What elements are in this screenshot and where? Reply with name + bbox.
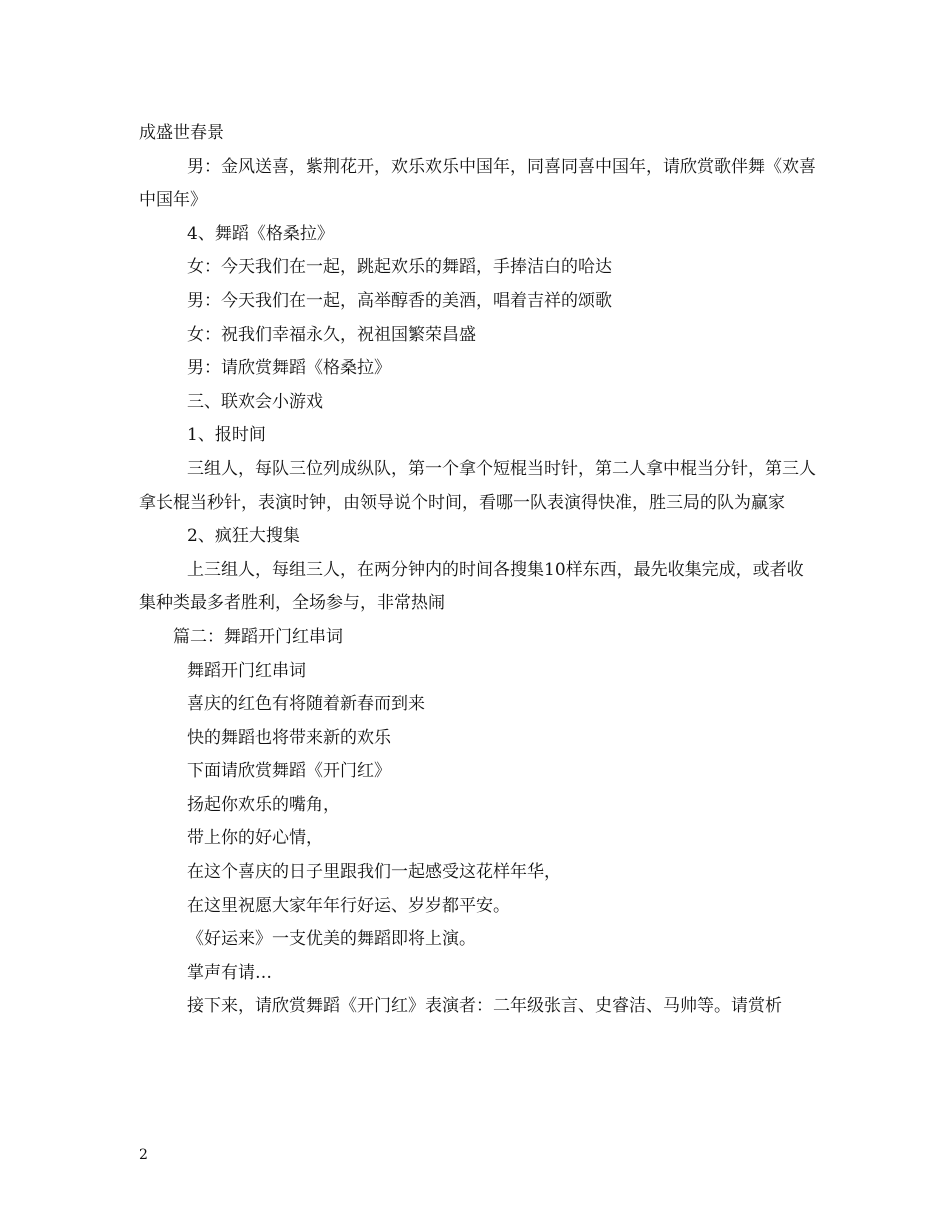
paragraph: 带上你的好心情， [187,828,323,849]
paragraph: 接下来，请欣赏舞蹈《开门红》表演者：二年级张言、史睿洁、马帅等。请赏析 [187,996,782,1017]
section-heading: 4、舞蹈《格桑拉》 [187,223,334,244]
paragraph: 快的舞蹈也将带来新的欢乐 [187,727,391,748]
paragraph: 男：金风送喜，紫荆花开，欢乐欢乐中国年，同喜同喜中国年，请欣赏歌伴舞《欢喜中国年》 [139,156,816,211]
paragraph: 掌声有请… [187,962,272,983]
paragraph: 男：请欣赏舞蹈《格桑拉》 [187,358,391,379]
section-heading: 三、联欢会小游戏 [187,391,323,412]
paragraph: 喜庆的红色有将随着新春而到来 [187,694,425,715]
paragraph: 舞蹈开门红串词 [187,660,306,681]
paragraph: 女：祝我们幸福永久，祝祖国繁荣昌盛 [187,324,476,345]
paragraph: 男：今天我们在一起，高举醇香的美酒，唱着吉祥的颂歌 [187,290,612,311]
paragraph: 女：今天我们在一起，跳起欢乐的舞蹈，手捧洁白的哈达 [187,257,612,278]
section-heading: 2、疯狂大搜集 [187,526,300,547]
paragraph: 下面请欣赏舞蹈《开门红》 [187,761,391,782]
paragraph: 在这里祝愿大家年年行好运、岁岁都平安。 [187,895,510,916]
section-heading: 1、报时间 [187,425,266,446]
paragraph: 《好运来》一支优美的舞蹈即将上演。 [187,929,476,950]
paragraph: 扬起你欢乐的嘴角， [187,794,340,815]
paragraph: 三组人，每队三位列成纵队，第一个拿个短棍当时针，第二人拿中棍当分针，第三人拿长棍当秒针，表演时钟，由领导说个时间，看哪一队表演得快准，胜三局的队为赢家 [139,458,816,513]
paragraph: 上三组人，每组三人，在两分钟内的时间各搜集10样东西，最先收集完成，或者收集种类最多者胜利，全场参与，非常热闹 [139,559,804,614]
paragraph: 在这个喜庆的日子里跟我们一起感受这花样年华， [187,862,561,883]
page-number: 2 [139,1147,148,1163]
body-text [139,117,819,1024]
paragraph: 成盛世春景 [139,123,224,143]
section-heading: 篇二：舞蹈开门红串词 [173,626,343,647]
